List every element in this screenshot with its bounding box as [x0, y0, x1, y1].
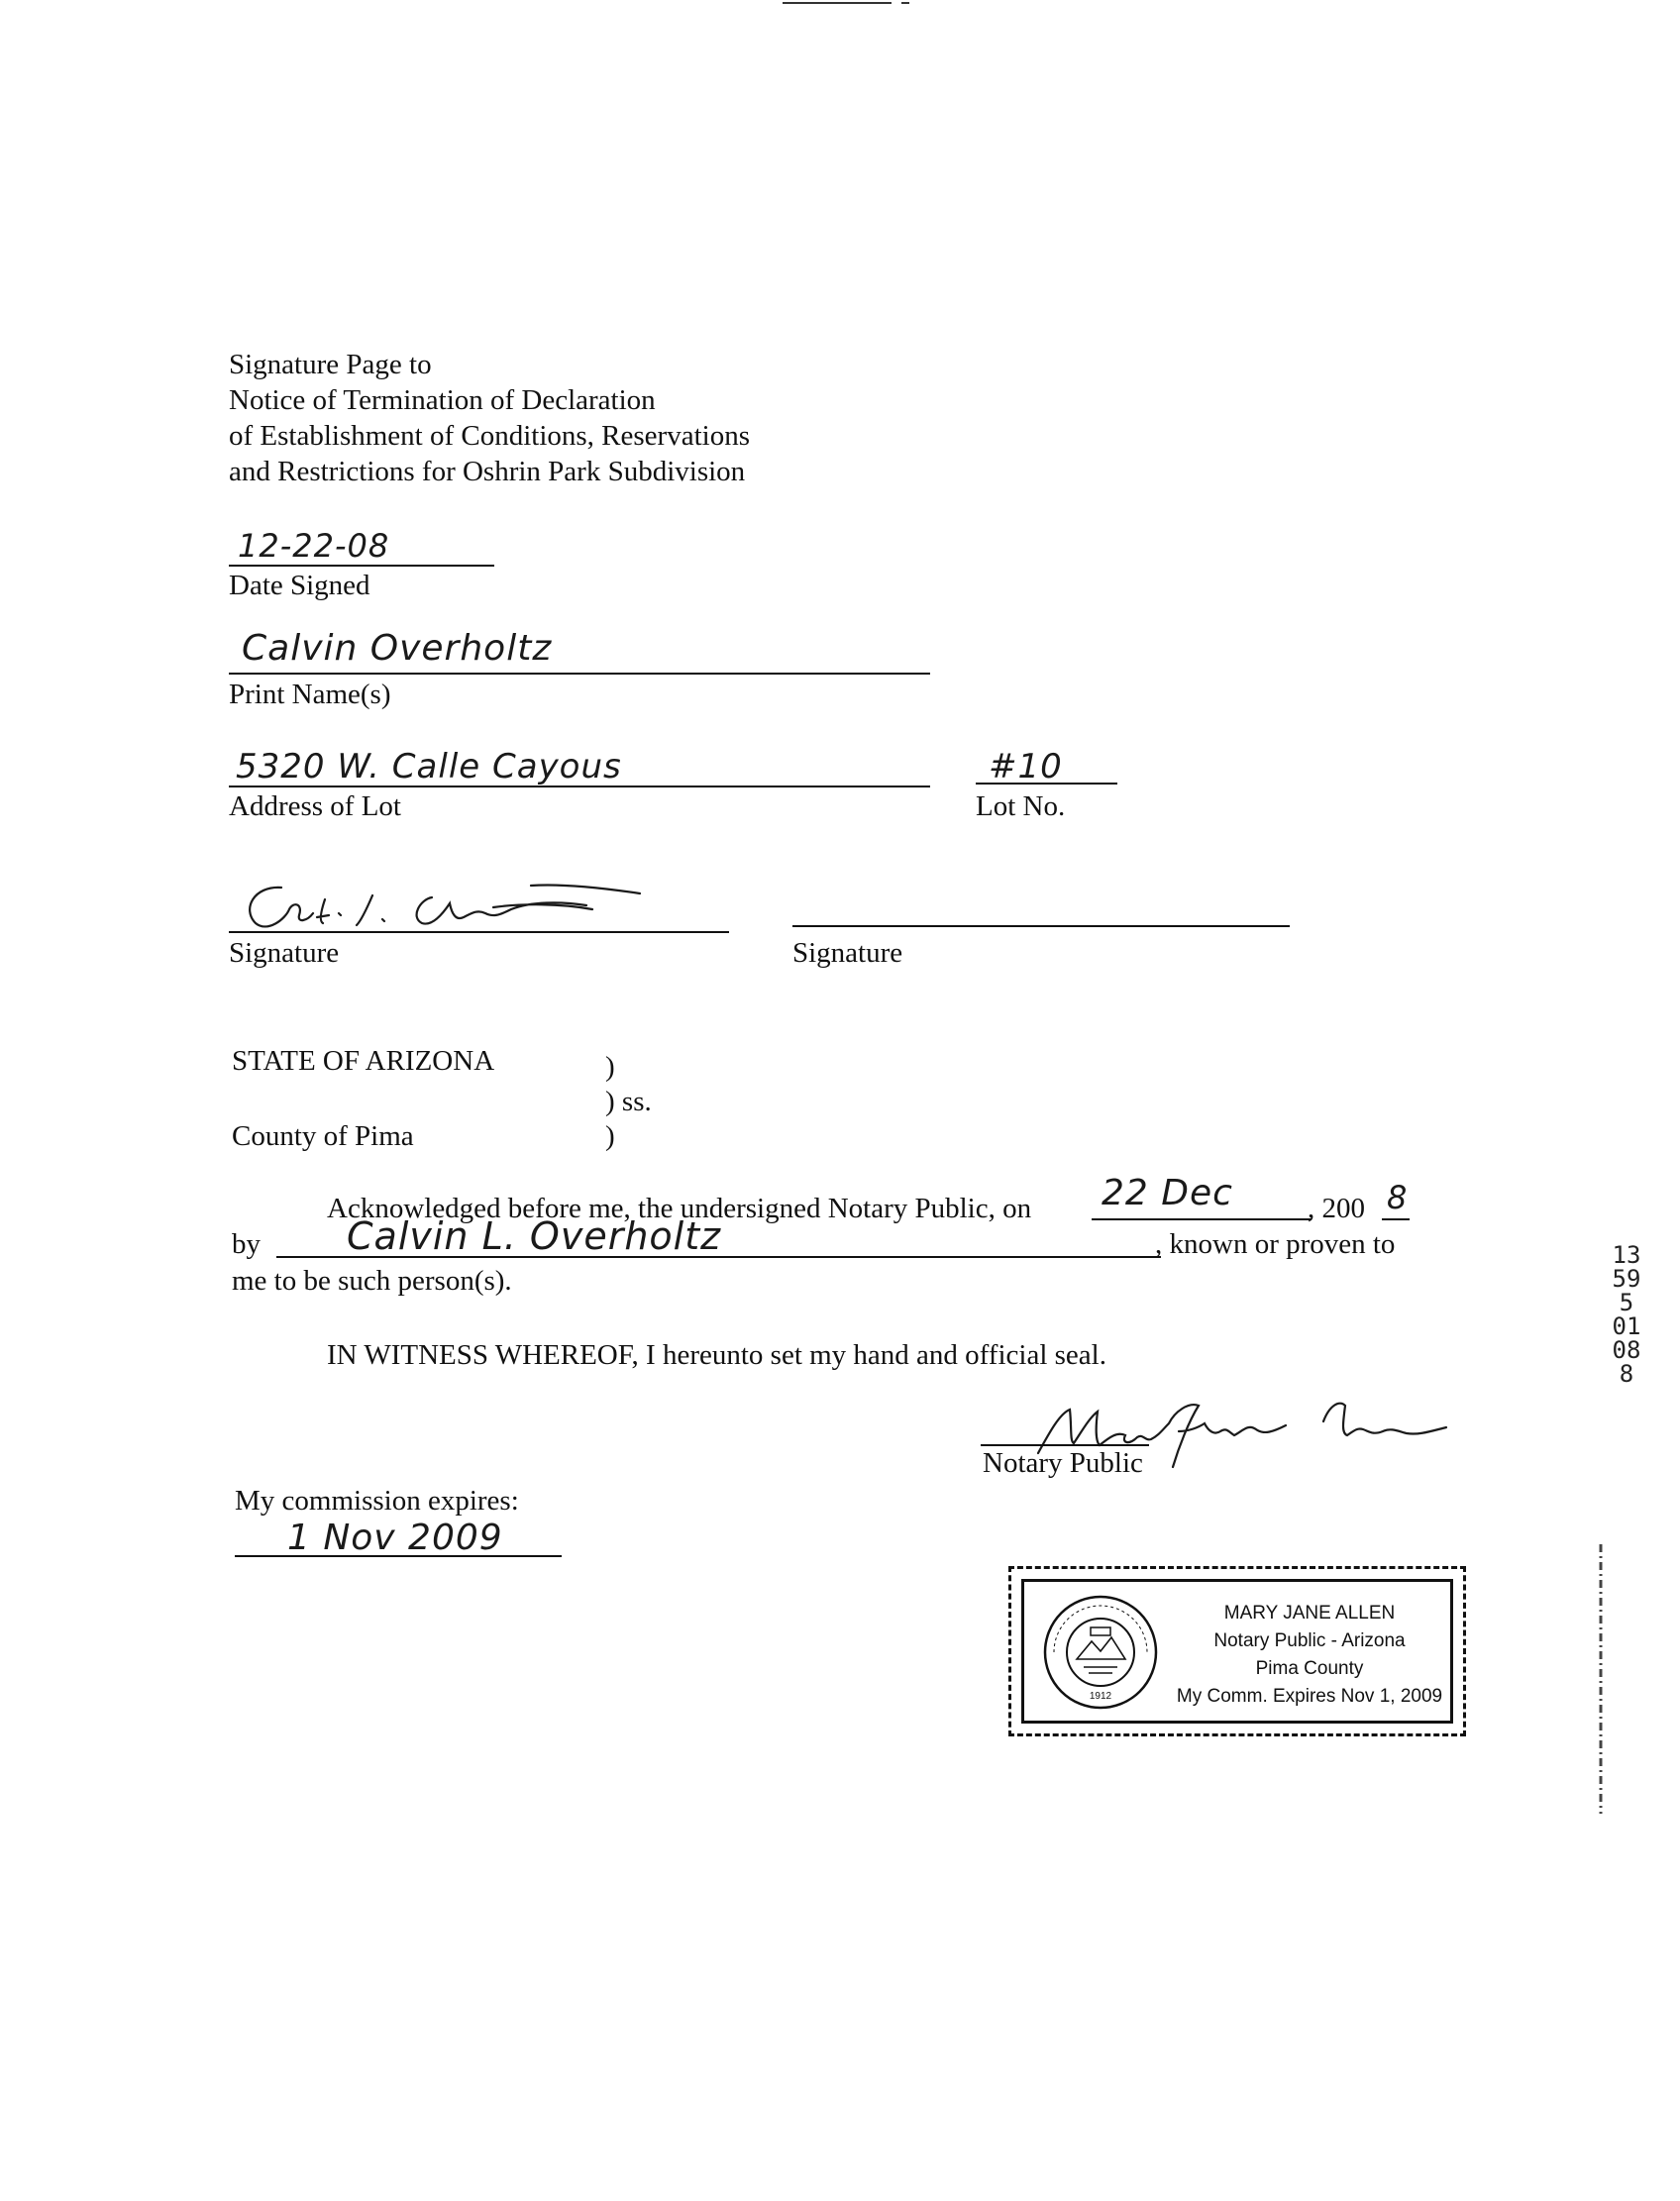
witness-statement: IN WITNESS WHEREOF, I hereunto set my hand and official seal.: [327, 1339, 1106, 1371]
acknowledgment-year-line: [1382, 1218, 1410, 1220]
acknowledgment-year-handwritten: 8: [1387, 1179, 1409, 1216]
heading-line-1: Signature Page to: [229, 349, 432, 380]
state-seal-icon: [1042, 1594, 1159, 1711]
seal-year: 1912: [1089, 1691, 1112, 1702]
acknowledgment-by-label: by: [232, 1228, 261, 1260]
date-signed-line: [229, 565, 494, 567]
venue-county: County of Pima: [232, 1120, 414, 1152]
acknowledged-person-handwritten: Calvin L. Overholtz: [347, 1214, 722, 1258]
scan-mark-right: [1589, 1540, 1613, 1818]
heading-line-4: and Restrictions for Oshrin Park Subdivision: [229, 456, 746, 487]
acknowledgment-text-a: Acknowledged before me, the undersigned Notary Public, on: [327, 1193, 1032, 1224]
signature-label-1: Signature: [229, 937, 340, 969]
signature-line-2: [792, 925, 1290, 927]
acknowledged-person-line: [276, 1256, 1161, 1258]
signature-label-2: Signature: [792, 937, 903, 969]
print-name-label: Print Name(s): [229, 679, 391, 710]
lot-number-line: [976, 783, 1117, 785]
address-line: [229, 786, 930, 787]
address-label: Address of Lot: [229, 790, 401, 822]
acknowledgment-text-b: , 200: [1308, 1193, 1365, 1224]
signature-line-1: [229, 931, 729, 933]
acknowledgment-date-line: [1092, 1218, 1312, 1220]
notary-stamp: [1008, 1566, 1466, 1736]
stamp-notary-name: MARY JANE ALLEN: [1223, 1603, 1396, 1624]
venue-state: STATE OF ARIZONA: [232, 1045, 495, 1077]
print-name-handwritten: Calvin Overholtz: [242, 628, 553, 669]
heading-line-3: of Establishment of Conditions, Reservations: [229, 420, 750, 452]
acknowledgment-text-d: me to be such person(s).: [232, 1265, 512, 1297]
stamp-notary-title: Notary Public - Arizona: [1213, 1630, 1406, 1651]
commission-expires-line: [235, 1555, 562, 1557]
lot-number-handwritten: #10: [989, 747, 1063, 786]
date-signed-handwritten: 12-22-08: [238, 527, 390, 565]
date-signed-label: Date Signed: [229, 570, 370, 601]
notary-stamp-text: [1171, 1600, 1448, 1711]
stamp-commission-expires: My Comm. Expires Nov 1, 2009: [1176, 1686, 1443, 1707]
recording-number: 13595 01088: [1612, 1241, 1641, 1388]
print-name-line: [229, 673, 930, 675]
owner-signature: [234, 880, 689, 931]
heading-line-2: Notice of Termination of Declaration: [229, 384, 656, 416]
acknowledgment-text-c: , known or proven to: [1155, 1228, 1396, 1260]
acknowledgment-date-handwritten: 22 Dec: [1102, 1173, 1233, 1213]
stamp-notary-county: Pima County: [1255, 1658, 1364, 1679]
commission-expires-handwritten: 1 Nov 2009: [287, 1518, 503, 1558]
notary-public-label: Notary Public: [983, 1447, 1143, 1479]
scan-mark-top: [773, 0, 921, 8]
lot-number-label: Lot No.: [976, 790, 1066, 822]
venue-paren-3: ): [605, 1120, 615, 1152]
venue-paren-1: ): [605, 1051, 615, 1083]
commission-expires-label: My commission expires:: [235, 1485, 519, 1517]
venue-ss: ) ss.: [605, 1086, 652, 1117]
document-heading: [229, 347, 750, 489]
address-handwritten: 5320 W. Calle Cayous: [236, 747, 622, 786]
notary-stamp-border: [1021, 1579, 1453, 1724]
